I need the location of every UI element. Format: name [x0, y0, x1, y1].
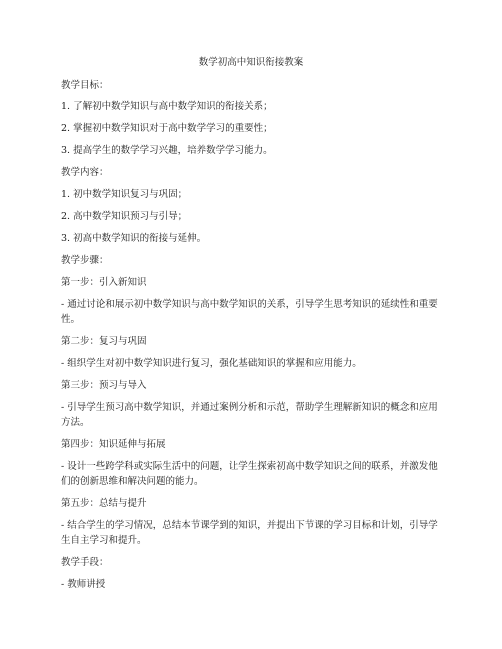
- step-title: 第三步：预习与导入: [61, 380, 147, 391]
- contents-heading: 教学内容：: [61, 167, 109, 178]
- content-item: 1. 初中数学知识复习与巩固；: [61, 189, 188, 200]
- means-heading: 教学手段：: [61, 557, 109, 568]
- content-item: 3. 初高中数学知识的衔接与延伸。: [61, 233, 207, 244]
- step-body: - 组织学生对初中数学知识进行复习，强化基础知识的掌握和应用能力。: [61, 358, 362, 369]
- objective-item: 3. 提高学生的数学学习兴趣，培养数学学习能力。: [61, 145, 273, 156]
- objectives-heading: 教学目标：: [61, 80, 109, 91]
- means-item: - 教师讲授: [61, 579, 106, 590]
- content-item: 2. 高中数学知识预习与引导；: [61, 211, 188, 222]
- step-title: 第一步：引入新知识: [61, 277, 147, 288]
- step-body: - 引导学生预习高中数学知识，并通过案例分析和示范，帮助学生理解新知识的概念和应用方法。: [61, 402, 438, 428]
- step-body: - 通过讨论和展示初中数学知识与高中数学知识的关系，引导学生思考知识的延续性和重要性。: [61, 299, 438, 325]
- objective-item: 1. 了解初中数学知识与高中数学知识的衔接关系；: [61, 101, 273, 112]
- step-title: 第四步：知识延伸与拓展: [61, 439, 166, 450]
- document-title: 数学初高中知识衔接教案: [198, 57, 304, 68]
- step-body: - 结合学生的学习情况，总结本节课学到的知识，并提出下节课的学习目标和计划，引导学生自主学习和提升。: [61, 520, 438, 546]
- step-title: 第二步：复习与巩固: [61, 336, 147, 347]
- objective-item: 2. 掌握初中数学知识对于高中数学学习的重要性；: [61, 123, 273, 134]
- steps-heading: 教学步骤：: [61, 255, 109, 266]
- step-title: 第五步：总结与提升: [61, 498, 147, 509]
- step-body: - 设计一些跨学科或实际生活中的问题，让学生探索初高中数学知识之间的联系，并激发他们的创新思维和解决问题的能力。: [61, 461, 438, 487]
